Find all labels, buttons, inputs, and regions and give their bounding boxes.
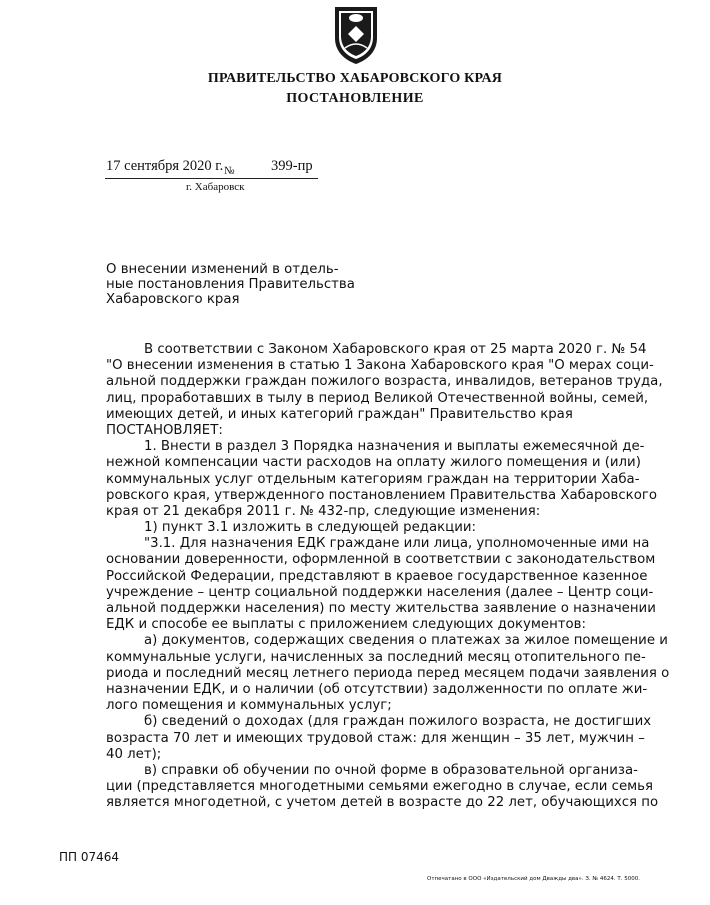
body-line: ПОСТАНОВЛЯЕТ: [106,422,223,438]
body-line: ЕДК и способе ее выплаты с приложением следующих документов: [106,617,586,633]
number-sign: № [224,165,235,177]
body-line: риода и последний месяц летнего периода перед месяцем подачи заявления о [106,665,670,681]
doc-body [106,342,670,811]
body-line: учреждение – центр социальной поддержки населения (далее – Центр соци- [106,584,654,600]
body-line: 1) пункт 3.1 изложить в следующей редакции: [144,520,476,536]
body-line: основании доверенности, оформленной в соответствии с законодательством [106,552,656,568]
body-line: 1. Внести в раздел 3 Порядка назначения и выплаты ежемесячной де- [144,439,645,455]
body-line: коммунальные услуги, начисленных за последний месяц отопительного пе- [106,649,646,665]
body-line: а) документов, содержащих сведения о платежах за жилое помещение и [144,633,668,649]
printer-imprint: Отпечатано в ООО «Издательский дом Дважды два». З. № 4624. Т. 5000. [427,876,640,882]
subject-line: ные постановления Правительства [106,277,355,292]
body-line: лиц, проработавших в тылу в период Великой Отечественной войны, семей, [106,390,649,406]
body-line: 40 лет); [106,746,162,762]
body-line: края от 21 декабря 2011 г. № 432-пр, следующие изменения: [106,503,541,519]
body-line: нежной компенсации части расходов на оплату жилого помещения и (или) [106,455,641,471]
body-line: ровского края, утвержденного постановлением Правительства Хабаровского [106,487,657,503]
body-line: имеющих детей, и иных категорий граждан" Правительство края [106,406,573,422]
body-line: альной поддержки населения) по месту жительства заявление о назначении [106,601,656,616]
doc-subject [106,262,355,307]
date-underline [105,178,318,179]
body-line: коммунальных услуг отдельным категориям граждан на территории Хаба- [106,471,640,487]
subject-line: О внесении изменений в отдель- [106,262,339,277]
body-line: б) сведений о доходах (для граждан пожилого возраста, не достигших [144,714,652,730]
body-line: является многодетной, с учетом детей в возрасте до 22 лет, обучающихся по [106,795,659,811]
doc-date: 17 сентября 2020 г. [106,158,224,174]
body-line: лого помещения и коммунальных услуг; [106,698,392,714]
body-line: "О внесении изменения в статью 1 Закона Хабаровского края "О мерах соци- [106,358,654,374]
body-line: назначении ЕДК, и о наличии (об отсутствии) задолженности по оплате жи- [106,681,648,697]
coat-of-arms-emblem [331,4,381,66]
doc-type-title: ПОСТАНОВЛЕНИЕ [286,91,424,106]
body-line: В соответствии с Законом Хабаровского края от 25 марта 2020 г. № 54 [144,342,647,357]
body-line: альной поддержки граждан пожилого возраста, инвалидов, ветеранов труда, [106,374,663,390]
org-title: ПРАВИТЕЛЬСТВО ХАБАРОВСКОГО КРАЯ [207,71,503,86]
body-line: Российской Федерации, представляют в краевое государственное казенное [106,568,648,584]
doc-number: 399-пр [271,158,313,174]
body-line: "3.1. Для назначения ЕДК граждане или лица, уполномоченные ими на [144,536,650,552]
doc-city: г. Хабаровск [186,181,245,193]
document-code: ПП 07464 [59,850,120,864]
body-line: возраста 70 лет и имеющих трудовой стаж: для женщин – 35 лет, мужчин – [106,730,645,746]
body-line: ции (представляется многодетными семьями ежегодно в случае, если семья [106,779,654,795]
body-line: в) справки об обучении по очной форме в образовательной организа- [144,762,638,778]
subject-line: Хабаровского края [106,292,240,307]
